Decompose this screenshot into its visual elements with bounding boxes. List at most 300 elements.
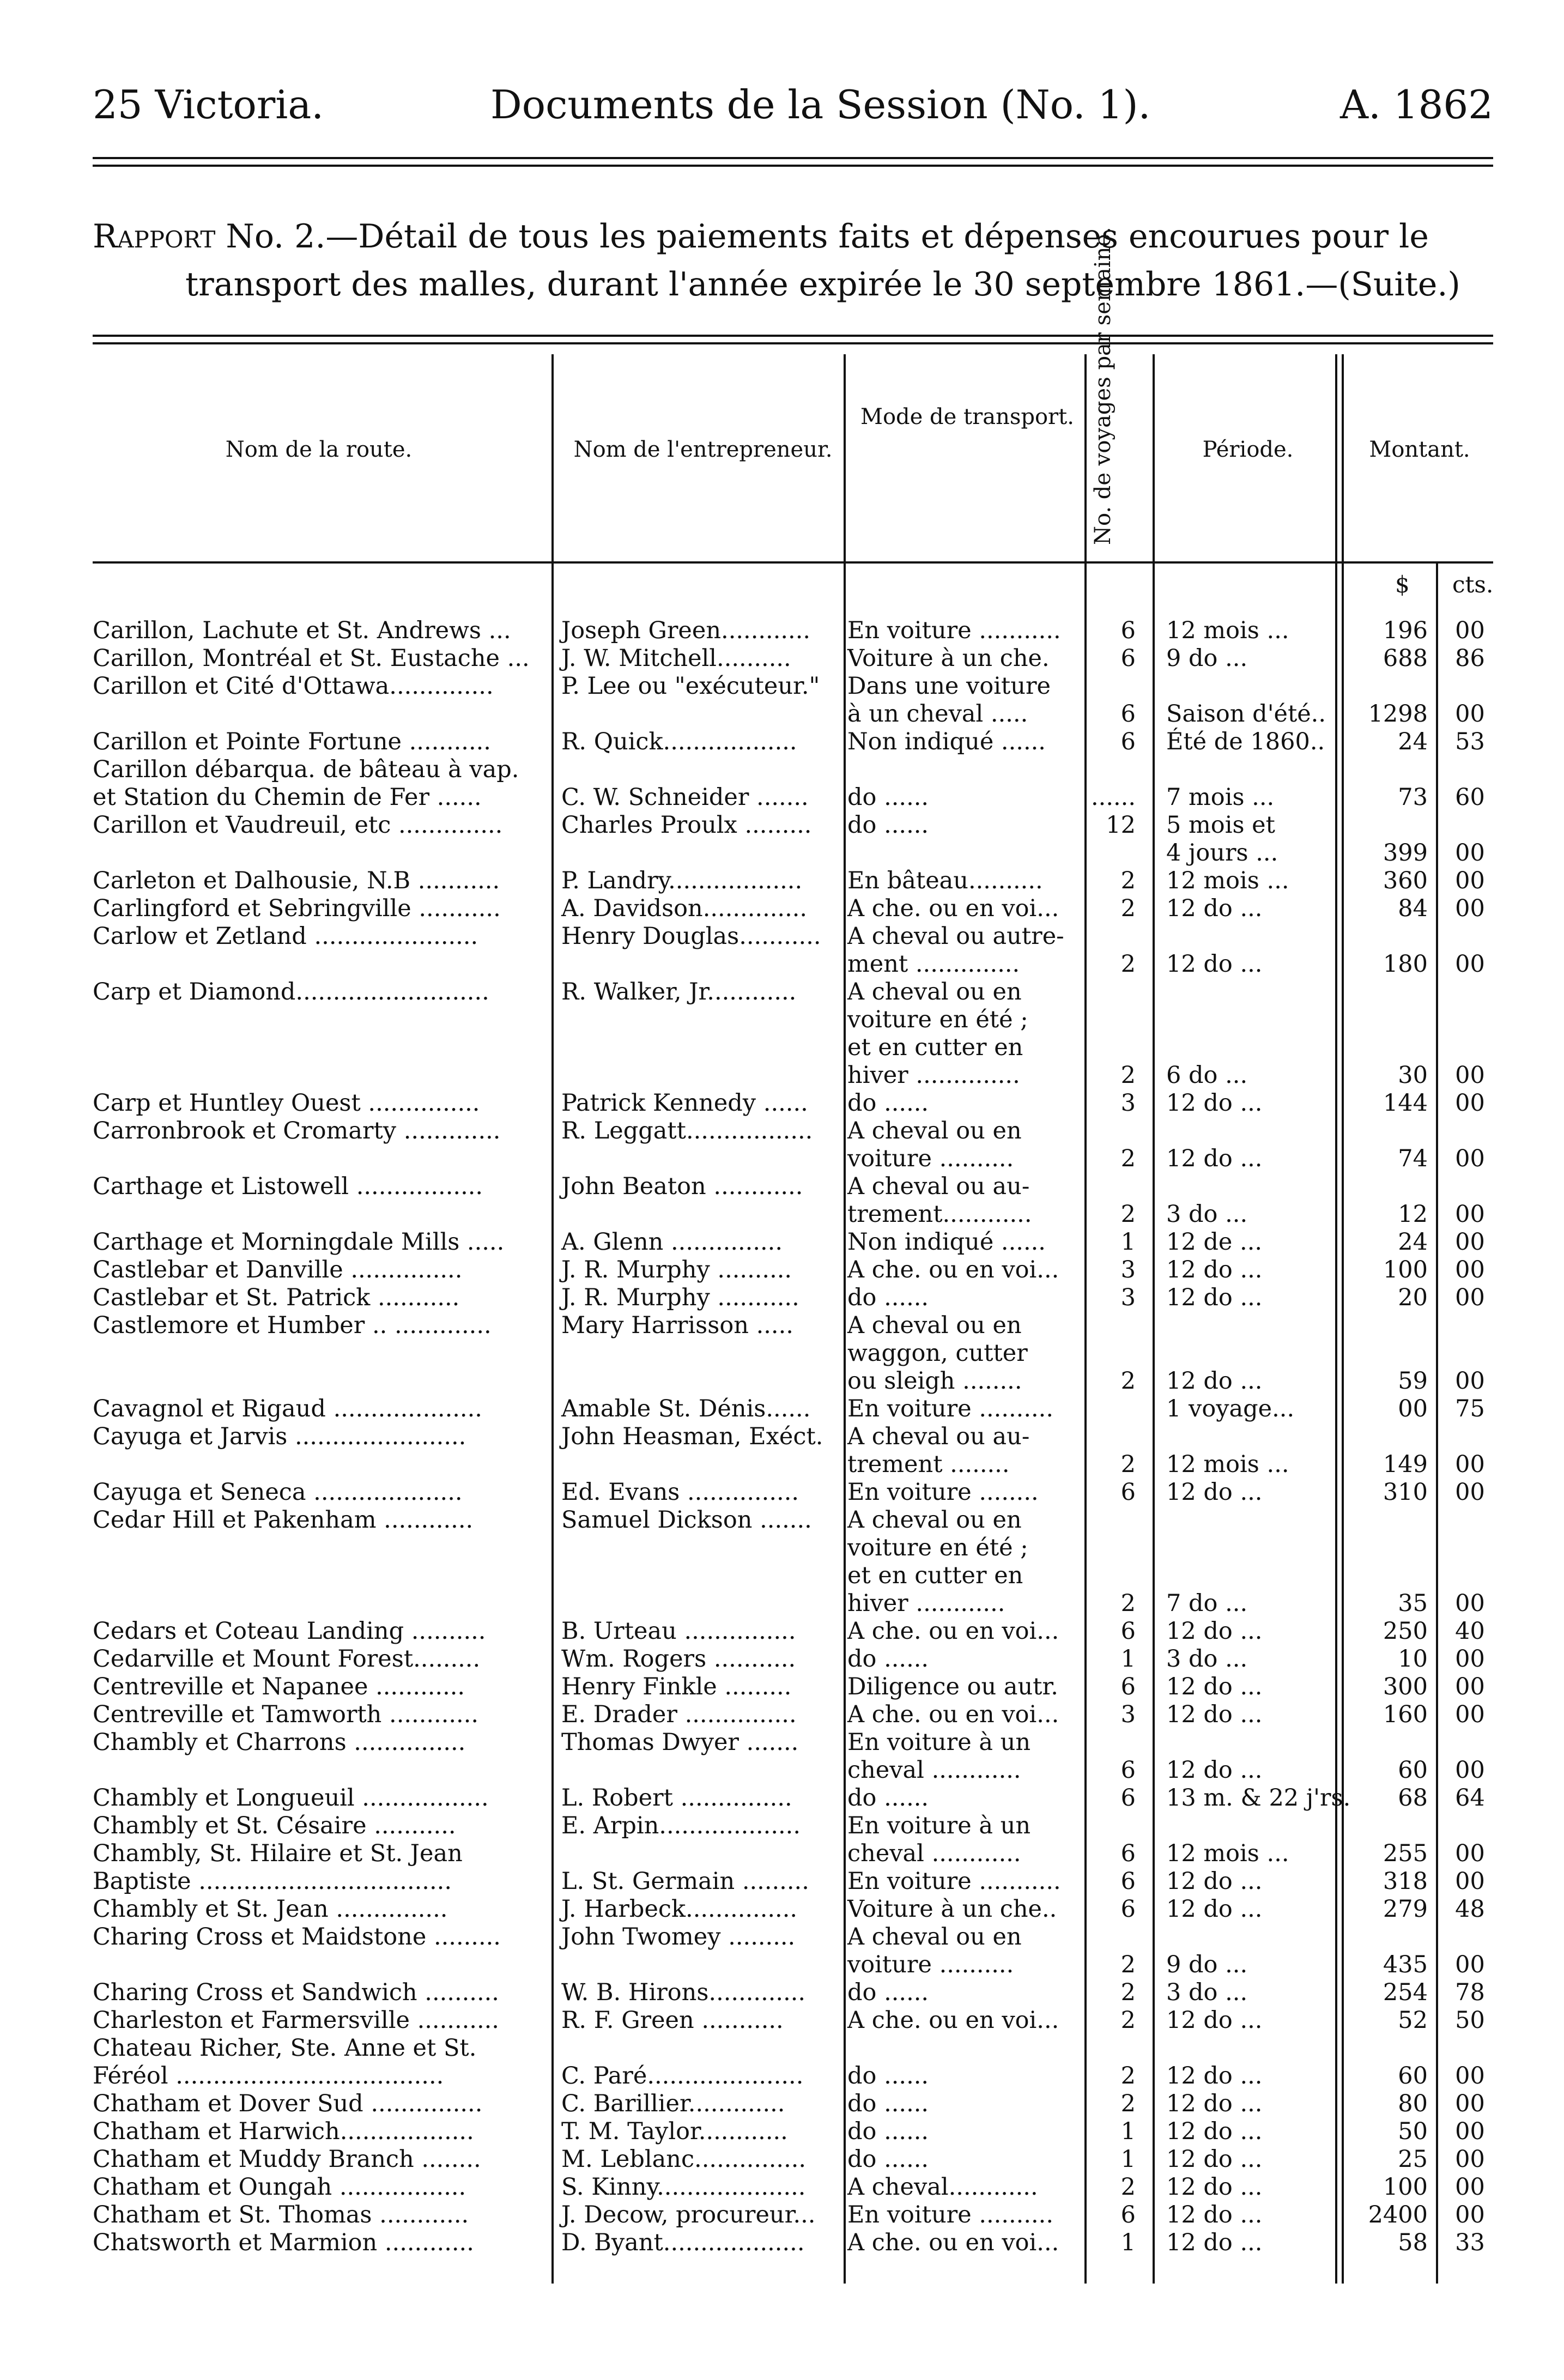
- cell-periode: 12 do ...: [1166, 1256, 1263, 1283]
- report-title: [93, 213, 1493, 308]
- cell-entrepreneur: R. F. Green ...........: [561, 2007, 784, 2034]
- cell-mode: ou sleigh ........: [847, 1367, 1022, 1395]
- table-row: [0, 756, 1564, 784]
- cell-entrepreneur: J. R. Murphy ..........: [561, 1256, 792, 1283]
- cell-route: Charing Cross et Sandwich ..........: [93, 1979, 499, 2006]
- title-line-1: [93, 213, 1493, 261]
- cell-periode: 12 mois ...: [1166, 617, 1289, 644]
- cell-mode: En voiture ...........: [847, 1868, 1061, 1895]
- cell-mode: trement ........: [847, 1451, 1010, 1478]
- header-center: Documents de la Session (No. 1).: [490, 82, 1151, 128]
- cell-voyages: 2: [1120, 1979, 1136, 2006]
- col-periode-header: Période.: [1202, 437, 1294, 462]
- cell-route: Chatham et Oungah .................: [93, 2173, 466, 2201]
- cell-dollars: 68: [1398, 1784, 1428, 1812]
- table-row: [0, 1534, 1564, 1562]
- cell-mode: Non indiqué ......: [847, 1228, 1046, 1256]
- header-left: 25 Victoria.: [93, 82, 324, 128]
- cell-cents: 33: [1455, 2229, 1485, 2256]
- cell-route: Chatham et St. Thomas ............: [93, 2201, 469, 2228]
- cell-route: Chatsworth et Marmion ............: [93, 2229, 474, 2256]
- cell-cents: 00: [1455, 1284, 1485, 1311]
- cell-mode: ment ..............: [847, 950, 1020, 978]
- table-row: [0, 1895, 1564, 1923]
- cell-periode: 12 do ...: [1166, 895, 1263, 922]
- cell-voyages: 6: [1120, 700, 1136, 728]
- cell-voyages: 2: [1120, 2007, 1136, 2034]
- cell-periode: 12 do ...: [1166, 2146, 1263, 2173]
- cell-route: Carlow et Zetland ......................: [93, 923, 478, 950]
- cell-cents: 00: [1455, 1062, 1485, 1089]
- cell-periode: 12 do ...: [1166, 2173, 1263, 2201]
- cell-mode: et en cutter en: [847, 1562, 1023, 1589]
- cell-periode: 3 do ...: [1166, 1979, 1248, 2006]
- table-row: [0, 1840, 1564, 1868]
- cell-entrepreneur: J. W. Mitchell..........: [561, 645, 791, 672]
- cell-entrepreneur: P. Lee ou "exécuteur.": [561, 673, 820, 700]
- table-row: [0, 839, 1564, 867]
- cell-voyages: 2: [1120, 1201, 1136, 1228]
- cell-mode: hiver ............: [847, 1590, 1005, 1617]
- title-line1-text: No. 2.—Détail de tous les paiements faits et dépenses encourues pour le: [215, 217, 1429, 256]
- cell-cents: 78: [1455, 1979, 1485, 2006]
- cell-mode: do ......: [847, 2146, 929, 2173]
- cell-dollars: 35: [1398, 1590, 1428, 1617]
- table-row: [0, 2229, 1564, 2257]
- cell-mode: voiture ..........: [847, 1145, 1014, 1172]
- cell-voyages: 6: [1120, 1840, 1136, 1867]
- cell-dollars: 196: [1383, 617, 1428, 644]
- table-row: [0, 1395, 1564, 1423]
- cell-periode: 12 do ...: [1166, 1895, 1263, 1923]
- cell-cents: 48: [1455, 1895, 1485, 1923]
- cell-route: et Station du Chemin de Fer ......: [93, 784, 482, 811]
- cell-dollars: 80: [1398, 2090, 1428, 2117]
- table-top-rule-2: [93, 342, 1493, 344]
- table-row: [0, 1729, 1564, 1757]
- cell-route: Cayuga et Seneca ....................: [93, 1479, 463, 1506]
- cell-mode: A che. ou en voi...: [847, 895, 1059, 922]
- cell-route: Cedarville et Mount Forest.........: [93, 1645, 481, 1673]
- cell-entrepreneur: E. Arpin...................: [561, 1812, 801, 1839]
- cell-periode: 4 jours ...: [1166, 839, 1278, 867]
- cell-route: Carillon débarqua. de bâteau à vap.: [93, 756, 519, 783]
- cell-cents: 00: [1455, 1701, 1485, 1728]
- table-row: [0, 895, 1564, 923]
- cell-route: Carronbrook et Cromarty .............: [93, 1117, 501, 1144]
- cell-entrepreneur: Samuel Dickson .......: [561, 1506, 812, 1534]
- cell-entrepreneur: T. M. Taylor............: [561, 2118, 788, 2145]
- table-row: [0, 1367, 1564, 1395]
- cell-route: Castlemore et Humber .. .............: [93, 1312, 492, 1339]
- cell-entrepreneur: Joseph Green............: [561, 617, 811, 644]
- cell-mode: A cheval ou en: [847, 1312, 1022, 1339]
- cell-voyages: 3: [1120, 1284, 1136, 1311]
- table-row: [0, 2034, 1564, 2062]
- cell-dollars: 24: [1398, 1228, 1428, 1256]
- cell-entrepreneur: L. Robert ...............: [561, 1784, 792, 1812]
- cell-periode: 12 do ...: [1166, 2007, 1263, 2034]
- cell-route: Chambly et Longueuil .................: [93, 1784, 489, 1812]
- table-row: [0, 1923, 1564, 1951]
- cell-dollars: 160: [1383, 1701, 1428, 1728]
- cell-dollars: 250: [1383, 1618, 1428, 1645]
- cell-route: Centreville et Tamworth ............: [93, 1701, 479, 1728]
- cell-voyages: 2: [1120, 1062, 1136, 1089]
- cell-entrepreneur: John Twomey .........: [561, 1923, 796, 1951]
- cell-route: Chambly et Charrons ...............: [93, 1729, 466, 1756]
- cell-cents: 00: [1455, 1228, 1485, 1256]
- table-row: [0, 1145, 1564, 1173]
- cell-voyages: 1: [1120, 1645, 1136, 1673]
- cell-periode: 3 do ...: [1166, 1645, 1248, 1673]
- cell-dollars: 60: [1398, 2062, 1428, 2090]
- cell-dollars: 25: [1398, 2146, 1428, 2173]
- cell-voyages: 6: [1120, 1479, 1136, 1506]
- cell-periode: 12 mois ...: [1166, 867, 1289, 894]
- cell-cents: 00: [1455, 867, 1485, 894]
- cell-route: Carleton et Dalhousie, N.B ...........: [93, 867, 500, 894]
- cell-route: Carillon et Vaudreuil, etc ..............: [93, 811, 503, 839]
- col-entrepreneur-header: Nom de l'entrepreneur.: [573, 437, 833, 462]
- cell-mode: En voiture ..........: [847, 1395, 1054, 1422]
- cell-mode: do ......: [847, 811, 929, 839]
- table-row: [0, 1089, 1564, 1117]
- cell-mode: cheval ............: [847, 1840, 1021, 1867]
- cell-cents: 00: [1455, 1145, 1485, 1172]
- table-row: [0, 700, 1564, 728]
- cell-voyages: 3: [1120, 1701, 1136, 1728]
- cell-mode: do ......: [847, 2062, 929, 2090]
- cents-label: cts.: [1452, 571, 1494, 598]
- cell-voyages: 3: [1120, 1089, 1136, 1117]
- cell-route: Carillon, Lachute et St. Andrews ...: [93, 617, 511, 644]
- table-row: [0, 1256, 1564, 1284]
- cell-mode: A cheval ou en: [847, 1923, 1022, 1951]
- table-row: [0, 867, 1564, 895]
- cell-mode: En voiture ........: [847, 1479, 1039, 1506]
- cell-entrepreneur: Henry Douglas...........: [561, 923, 821, 950]
- cell-mode: En voiture à un: [847, 1812, 1031, 1839]
- cell-entrepreneur: J. R. Murphy ...........: [561, 1284, 799, 1311]
- cell-dollars: 60: [1398, 1757, 1428, 1784]
- table-row: [0, 1006, 1564, 1034]
- cell-mode: A che. ou en voi...: [847, 2007, 1059, 2034]
- cell-periode: 6 do ...: [1166, 1062, 1248, 1089]
- cell-cents: 00: [1455, 2118, 1485, 2145]
- table-row: [0, 1562, 1564, 1590]
- cell-entrepreneur: A. Davidson..............: [561, 895, 808, 922]
- table-row: [0, 2007, 1564, 2034]
- cell-periode: 12 do ...: [1166, 1284, 1263, 1311]
- cell-periode: 9 do ...: [1166, 645, 1248, 672]
- table-body: [0, 617, 1564, 2285]
- cell-mode: waggon, cutter: [847, 1340, 1028, 1367]
- cell-cents: 00: [1455, 1951, 1485, 1978]
- table-row: [0, 1757, 1564, 1784]
- table-row: [0, 1812, 1564, 1840]
- cell-dollars: 52: [1398, 2007, 1428, 2034]
- cell-mode: En voiture à un: [847, 1729, 1031, 1756]
- cell-route: Carillon et Cité d'Ottawa..............: [93, 673, 494, 700]
- cell-entrepreneur: L. St. Germain .........: [561, 1868, 809, 1895]
- table-row: [0, 1451, 1564, 1479]
- cell-cents: 00: [1455, 1451, 1485, 1478]
- cell-route: Chatham et Harwich..................: [93, 2118, 474, 2145]
- cell-entrepreneur: Charles Proulx .........: [561, 811, 812, 839]
- table-row: [0, 2201, 1564, 2229]
- table-row: [0, 1117, 1564, 1145]
- cell-dollars: 435: [1383, 1951, 1428, 1978]
- cell-route: Carp et Diamond..........................: [93, 978, 489, 1006]
- table-row: [0, 2173, 1564, 2201]
- cell-route: Féréol ....................................: [93, 2062, 444, 2090]
- cell-voyages: 2: [1120, 2173, 1136, 2201]
- cell-periode: 12 do ...: [1166, 950, 1263, 978]
- cell-mode: A che. ou en voi...: [847, 1701, 1059, 1728]
- cell-route: Chatham et Muddy Branch ........: [93, 2146, 481, 2173]
- cell-dollars: 58: [1398, 2229, 1428, 2256]
- cell-dollars: 254: [1383, 1979, 1428, 2006]
- cell-entrepreneur: John Heasman, Exéct.: [561, 1423, 823, 1450]
- cell-dollars: 50: [1398, 2118, 1428, 2145]
- cell-periode: 12 do ...: [1166, 1673, 1263, 1700]
- cell-entrepreneur: Amable St. Dénis......: [561, 1395, 811, 1422]
- cell-dollars: 144: [1383, 1089, 1428, 1117]
- cell-periode: 9 do ...: [1166, 1951, 1248, 1978]
- cell-mode: à un cheval .....: [847, 700, 1028, 728]
- title-line-2: transport des malles, durant l'année expirée le 30 septembre 1861.—(Suite.): [185, 265, 1460, 304]
- cell-mode: En bâteau..........: [847, 867, 1043, 894]
- col-route-header: Nom de la route.: [225, 437, 413, 462]
- cell-mode: En voiture ...........: [847, 617, 1061, 644]
- cell-route: Carillon, Montréal et St. Eustache ...: [93, 645, 530, 672]
- table-row: [0, 1590, 1564, 1618]
- cell-voyages: 2: [1120, 1951, 1136, 1978]
- header-right: A. 1862: [1339, 82, 1493, 128]
- cell-mode: A che. ou en voi...: [847, 1618, 1059, 1645]
- cell-voyages: 6: [1120, 2201, 1136, 2228]
- table-row: [0, 1479, 1564, 1506]
- table-row: [0, 978, 1564, 1006]
- cell-cents: 00: [1455, 2062, 1485, 2090]
- cell-entrepreneur: C. Barillier.............: [561, 2090, 785, 2117]
- header-rule-2: [93, 165, 1493, 167]
- cell-cents: 00: [1455, 1868, 1485, 1895]
- table-row: [0, 2062, 1564, 2090]
- cell-dollars: 100: [1383, 1256, 1428, 1283]
- cell-dollars: 399: [1383, 839, 1428, 867]
- cell-entrepreneur: R. Quick..................: [561, 728, 797, 755]
- table-row: [0, 1062, 1564, 1089]
- cell-voyages: 2: [1120, 1451, 1136, 1478]
- cell-mode: voiture en été ;: [847, 1534, 1028, 1561]
- table-row: [0, 923, 1564, 950]
- cell-dollars: 73: [1398, 784, 1428, 811]
- cell-dollars: 20: [1398, 1284, 1428, 1311]
- cell-route: Baptiste ..................................: [93, 1868, 452, 1895]
- cell-mode: Dans une voiture: [847, 673, 1051, 700]
- table-row: [0, 2118, 1564, 2146]
- table-row: [0, 1673, 1564, 1701]
- cell-mode: A cheval ou en: [847, 978, 1022, 1006]
- cell-route: Chambly, St. Hilaire et St. Jean: [93, 1840, 463, 1867]
- cell-dollars: 74: [1398, 1145, 1428, 1172]
- cell-dollars: 688: [1383, 645, 1428, 672]
- cell-route: Castlebar et Danville ...............: [93, 1256, 463, 1283]
- table-row: [0, 1228, 1564, 1256]
- cell-voyages: 6: [1120, 617, 1136, 644]
- cell-dollars: 318: [1383, 1868, 1428, 1895]
- cell-route: Chateau Richer, Ste. Anne et St.: [93, 2034, 477, 2062]
- cell-periode: 12 mois ...: [1166, 1451, 1289, 1478]
- cell-entrepreneur: E. Drader ...............: [561, 1701, 797, 1728]
- cell-periode: 12 do ...: [1166, 1367, 1263, 1395]
- cell-cents: 40: [1455, 1618, 1485, 1645]
- cell-entrepreneur: S. Kinny....................: [561, 2173, 806, 2201]
- cell-dollars: 279: [1383, 1895, 1428, 1923]
- cell-cents: 00: [1455, 1673, 1485, 1700]
- cell-entrepreneur: Ed. Evans ...............: [561, 1479, 799, 1506]
- table-row: [0, 1645, 1564, 1673]
- cell-dollars: 100: [1383, 2173, 1428, 2201]
- table-row: [0, 1951, 1564, 1979]
- cell-entrepreneur: B. Urteau ...............: [561, 1618, 796, 1645]
- cell-periode: 7 mois ...: [1166, 784, 1275, 811]
- cell-mode: cheval ............: [847, 1757, 1021, 1784]
- cell-entrepreneur: C. Paré.....................: [561, 2062, 804, 2090]
- cell-entrepreneur: A. Glenn ...............: [561, 1228, 783, 1256]
- cell-dollars: 360: [1383, 867, 1428, 894]
- cell-voyages: 2: [1120, 2062, 1136, 2090]
- cell-mode: Diligence ou autr.: [847, 1673, 1058, 1700]
- cell-cents: 00: [1455, 2090, 1485, 2117]
- cell-mode: En voiture ..........: [847, 2201, 1054, 2228]
- cell-voyages: 2: [1120, 895, 1136, 922]
- cell-cents: 00: [1455, 1089, 1485, 1117]
- dollar-sign-label: $: [1395, 571, 1410, 598]
- cell-cents: 00: [1455, 1645, 1485, 1673]
- cell-voyages: 1: [1120, 2118, 1136, 2145]
- cell-dollars: 310: [1383, 1479, 1428, 1506]
- cell-route: Cedars et Coteau Landing ..........: [93, 1618, 486, 1645]
- cell-voyages: ......: [1090, 784, 1136, 811]
- cell-entrepreneur: C. W. Schneider .......: [561, 784, 809, 811]
- cell-cents: 00: [1455, 1201, 1485, 1228]
- cell-cents: 86: [1455, 645, 1485, 672]
- cell-mode: do ......: [847, 1645, 929, 1673]
- cell-periode: 12 do ...: [1166, 1145, 1263, 1172]
- cell-dollars: 149: [1383, 1451, 1428, 1478]
- cell-mode: voiture en été ;: [847, 1006, 1028, 1033]
- cell-dollars: 12: [1398, 1201, 1428, 1228]
- cell-entrepreneur: J. Decow, procureur...: [561, 2201, 816, 2228]
- table-row: [0, 950, 1564, 978]
- cell-periode: 12 do ...: [1166, 1701, 1263, 1728]
- cell-voyages: 6: [1120, 1673, 1136, 1700]
- table-row: [0, 1201, 1564, 1228]
- cell-dollars: 24: [1398, 728, 1428, 755]
- cell-cents: 00: [1455, 1757, 1485, 1784]
- cell-dollars: 2400: [1368, 2201, 1428, 2228]
- cell-mode: trement............: [847, 1201, 1032, 1228]
- table-top-rule: [93, 335, 1493, 337]
- cell-mode: do ......: [847, 1979, 929, 2006]
- cell-route: Charing Cross et Maidstone .........: [93, 1923, 501, 1951]
- cell-periode: Été de 1860..: [1166, 728, 1325, 755]
- cell-entrepreneur: Henry Finkle .........: [561, 1673, 792, 1700]
- cell-voyages: 6: [1120, 1784, 1136, 1812]
- cell-periode: 12 mois ...: [1166, 1840, 1289, 1867]
- cell-cents: 75: [1455, 1395, 1485, 1422]
- table-row: [0, 1284, 1564, 1312]
- table-row: [0, 784, 1564, 811]
- cell-periode: 5 mois et: [1166, 811, 1275, 839]
- col-mode-header: Mode de transport.: [860, 404, 1074, 429]
- col-voyages-header: [1090, 227, 1116, 545]
- cell-voyages: 6: [1120, 728, 1136, 755]
- cell-voyages: 2: [1120, 950, 1136, 978]
- cell-mode: do ......: [847, 2118, 929, 2145]
- cell-mode: A cheval ou au-: [847, 1173, 1030, 1200]
- table-row: [0, 728, 1564, 756]
- page-header: [93, 82, 1493, 142]
- cell-entrepreneur: Patrick Kennedy ......: [561, 1089, 808, 1117]
- cell-periode: 3 do ...: [1166, 1201, 1248, 1228]
- cell-voyages: 6: [1120, 1757, 1136, 1784]
- cell-voyages: 6: [1120, 645, 1136, 672]
- cell-voyages: 1: [1120, 2229, 1136, 2256]
- cell-entrepreneur: D. Byant...................: [561, 2229, 805, 2256]
- cell-route: Castlebar et St. Patrick ...........: [93, 1284, 460, 1311]
- table-row: [0, 1423, 1564, 1451]
- cell-mode: A cheval ou au-: [847, 1423, 1030, 1450]
- cell-mode: voiture ..........: [847, 1951, 1014, 1978]
- cell-voyages: 2: [1120, 1145, 1136, 1172]
- cell-mode: A cheval ou autre-: [847, 923, 1064, 950]
- cell-route: Carthage et Listowell .................: [93, 1173, 483, 1200]
- cell-periode: 12 do ...: [1166, 2229, 1263, 2256]
- cell-entrepreneur: Wm. Rogers ...........: [561, 1645, 796, 1673]
- cell-mode: A che. ou en voi...: [847, 2229, 1059, 2256]
- cell-cents: 64: [1455, 1784, 1485, 1812]
- cell-voyages: 1: [1120, 1228, 1136, 1256]
- header-rule: [93, 157, 1493, 159]
- cell-voyages: 6: [1120, 1895, 1136, 1923]
- table-row: [0, 1173, 1564, 1201]
- col-montant-header: Montant.: [1369, 437, 1470, 462]
- cell-periode: 12 de ...: [1166, 1228, 1263, 1256]
- cell-periode: 12 do ...: [1166, 2062, 1263, 2090]
- cell-mode: et en cutter en: [847, 1034, 1023, 1061]
- col-voyages-text: No. de voyages par semaine.: [1090, 227, 1116, 545]
- cell-cents: 00: [1455, 1590, 1485, 1617]
- cell-dollars: 10: [1398, 1645, 1428, 1673]
- cell-cents: 00: [1455, 617, 1485, 644]
- table-row: [0, 811, 1564, 839]
- cell-route: Charleston et Farmersville ...........: [93, 2007, 499, 2034]
- cell-dollars: 300: [1383, 1673, 1428, 1700]
- cell-cents: 00: [1455, 2201, 1485, 2228]
- table-row: [0, 2146, 1564, 2173]
- cell-voyages: 2: [1120, 1367, 1136, 1395]
- table-row: [0, 1034, 1564, 1062]
- cell-route: Chatham et Dover Sud ...............: [93, 2090, 483, 2117]
- table-row: [0, 1506, 1564, 1534]
- cell-mode: A cheval............: [847, 2173, 1038, 2201]
- cell-voyages: 2: [1120, 867, 1136, 894]
- cell-mode: do ......: [847, 2090, 929, 2117]
